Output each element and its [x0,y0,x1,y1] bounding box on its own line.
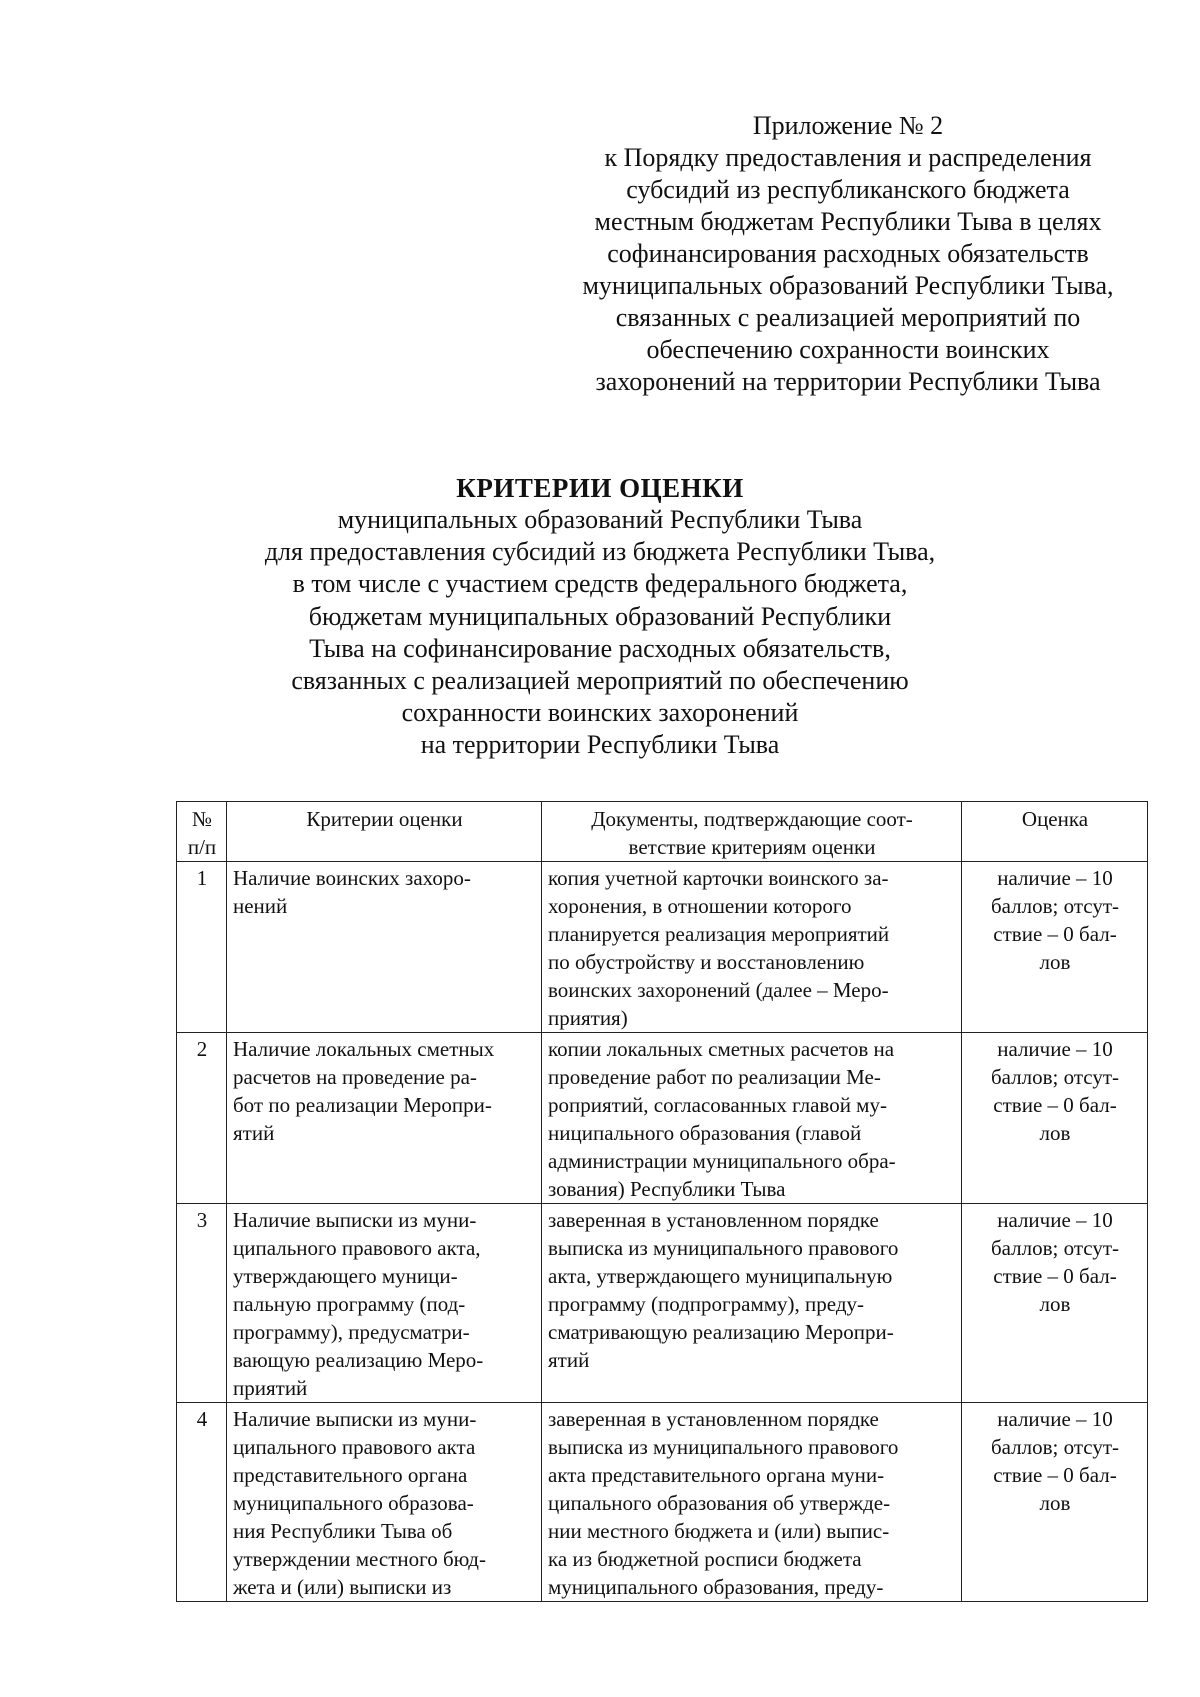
criteria-line: бот по реализации Меропри- [233,1093,492,1117]
documents-line: проведение работ по реализации Ме- [548,1065,881,1089]
documents-line: планируется реализация мероприятий [548,922,890,946]
score-line: лов [1039,950,1071,974]
documents-line: по обустройству и восстановлению [548,950,865,974]
score-line: ствие – 0 бал- [993,1264,1117,1288]
table-header-row [177,802,1148,862]
documents-line: хоронения, в отношении которого [548,894,852,918]
score-line: баллов; отсут- [990,1236,1120,1260]
criteria-cell [227,1204,542,1403]
documents-cell [542,1204,962,1403]
criteria-line: Наличие воинских захоро- [233,866,471,890]
row-number: 2 [177,1033,227,1204]
appendix-line: захоронений на территории Республики Тыва [595,367,1101,396]
documents-line: ципального образования об утвержде- [548,1491,891,1515]
criteria-line: ния Республики Тыва об [233,1519,453,1543]
documents-cell [542,1033,962,1204]
documents-line: приятия) [548,1006,628,1030]
criteria-line: муниципального образова- [233,1491,474,1515]
subtitle-line: Тыва на софинансирование расходных обязательств, [309,633,891,663]
subtitle-line: на территории Республики Тыва [420,730,780,760]
documents-line: выписка из муниципального правового [548,1236,899,1260]
appendix-line: софинансирования расходных обязательств [607,239,1089,268]
documents-line: акта, утверждающего муниципальную [548,1264,893,1288]
criteria-line: ципального правового акта [233,1435,476,1459]
score-line: лов [1039,1292,1071,1316]
documents-line: сматривающую реализацию Меропри- [548,1320,894,1344]
score-line: лов [1039,1491,1071,1515]
criteria-line: утверждении местного бюд- [233,1547,486,1571]
appendix-block [568,110,1128,398]
documents-line: заверенная в установленном порядке [548,1208,879,1232]
criteria-line: представительного органа [233,1463,468,1487]
criteria-line: расчетов на проведение ра- [233,1065,477,1089]
documents-line: ка из бюджетной росписи бюджета [548,1547,862,1571]
appendix-line: обеспечению сохранности воинских [646,335,1050,364]
documents-cell [542,1403,962,1602]
documents-line: заверенная в установленном порядке [548,1407,879,1431]
subtitle-line: в том числе с участием средств федерального бюджета, [292,569,908,599]
score-line: наличие – 10 [997,866,1113,890]
documents-cell [542,862,962,1033]
score-line: баллов; отсут- [990,1065,1120,1089]
score-line: ствие – 0 бал- [993,1463,1117,1487]
criteria-line: утверждающего муници- [233,1264,458,1288]
row-number: 3 [177,1204,227,1403]
documents-line: программу (подпрограмму), преду- [548,1292,865,1316]
documents-line: выписка из муниципального правового [548,1435,899,1459]
score-line: наличие – 10 [997,1208,1113,1232]
score-cell [962,1204,1148,1403]
documents-line: ятий [548,1348,590,1372]
criteria-line: жета и (или) выписки из [233,1575,452,1599]
document-subtitle [230,504,970,762]
header-documents [542,802,962,862]
documents-line: ниципального образования (главой [548,1121,862,1145]
criteria-line: программу), предусматри- [233,1320,470,1344]
criteria-line: нений [233,894,288,918]
criteria-cell [227,1403,542,1602]
table-row [177,1033,1148,1204]
criteria-line: вающую реализацию Меро- [233,1348,484,1372]
header-line: № [191,807,213,831]
criteria-line: пальную программу (под- [233,1292,466,1316]
header-line: Критерии оценки [306,807,463,831]
subtitle-line: муниципальных образований Республики Тыва [337,505,863,534]
header-score [962,802,1148,862]
score-line: баллов; отсут- [990,1435,1120,1459]
header-criteria [227,802,542,862]
score-line: ствие – 0 бал- [993,1093,1117,1117]
score-line: наличие – 10 [997,1407,1113,1431]
documents-line: копия учетной карточки воинского за- [548,866,889,890]
appendix-line: местным бюджетам Республики Тыва в целях [594,207,1102,236]
subtitle-line: бюджетам муниципальных образований Республики [308,601,892,631]
table-row [177,1403,1148,1602]
criteria-line: ципального правового акта, [233,1236,481,1260]
criteria-cell [227,862,542,1033]
documents-line: воинских захоронений (далее – Меро- [548,978,889,1002]
score-line: баллов; отсут- [990,894,1120,918]
row-number: 1 [177,862,227,1033]
appendix-line: связанных с реализацией мероприятий по [615,303,1081,332]
header-line: Оценка [1021,807,1089,831]
criteria-line: приятий [233,1376,308,1400]
table-row [177,862,1148,1033]
score-line: лов [1039,1121,1071,1145]
appendix-line: Приложение № 2 [752,111,944,140]
row-number: 4 [177,1403,227,1602]
subtitle-line: для предоставления субсидий из бюджета Республики Тыва, [264,537,936,567]
header-line: п/п [187,835,217,859]
documents-line: акта представительного органа муни- [548,1463,885,1487]
criteria-cell [227,1033,542,1204]
score-line: ствие – 0 бал- [993,922,1117,946]
documents-line: зования) Республики Тыва [548,1177,786,1201]
documents-line: копии локальных сметных расчетов на [548,1037,895,1061]
documents-line: нии местного бюджета и (или) выпис- [548,1519,890,1543]
appendix-line: к Порядку предоставления и распределения [604,143,1092,172]
criteria-line: Наличие выписки из муни- [233,1208,477,1232]
criteria-table [176,801,1148,1602]
documents-line: администрации муниципального обра- [548,1149,896,1173]
document-heading [230,472,970,762]
score-cell [962,862,1148,1033]
score-cell [962,1033,1148,1204]
appendix-line: субсидий из республиканского бюджета [626,175,1070,204]
header-line: Документы, подтверждающие соот- [591,807,913,831]
documents-line: муниципального образования, преду- [548,1575,884,1599]
subtitle-line: связанных с реализацией мероприятий по обеспечению [291,666,909,696]
table-row [177,1204,1148,1403]
appendix-line: муниципальных образований Республики Тыва, [582,271,1114,300]
score-line: наличие – 10 [997,1037,1113,1061]
header-number [177,802,227,862]
criteria-line: ятий [233,1121,275,1145]
score-cell [962,1403,1148,1602]
header-line: ветствие критериям оценки [628,835,876,859]
document-title: КРИТЕРИИ ОЦЕНКИ [456,473,744,503]
documents-line: роприятий, согласованных главой му- [548,1093,887,1117]
subtitle-line: сохранности воинских захоронений [401,698,799,728]
criteria-line: Наличие локальных сметных [233,1037,495,1061]
criteria-line: Наличие выписки из муни- [233,1407,477,1431]
